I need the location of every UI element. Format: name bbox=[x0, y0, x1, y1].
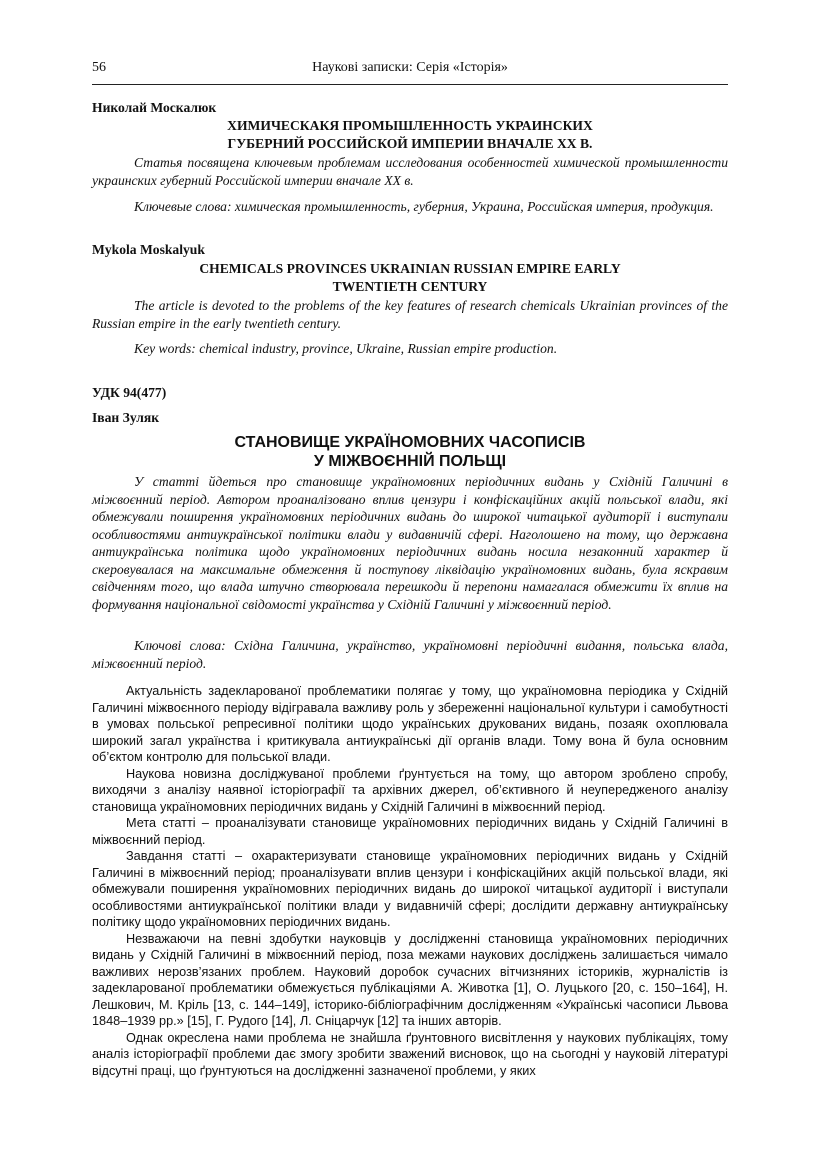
body-paragraph-conclusion: Однак окреслена нами проблема не знайшла ґрунтовного висвітлення у наукових публікаціях, тому аналіз історіографії проблеми дає змогу зробити зважений висновок, що на сьогодні у науковій літературі відсутні праці, що ґрунтуються на дослідженні зазначеної проблеми, у яких bbox=[92, 1030, 728, 1078]
ua-keywords: Ключові слова: Східна Галичина, українство, україномовні періодичні видання, польська влада, міжвоєнний період. bbox=[92, 638, 728, 671]
en-keywords: Key words: chemical industry, province, Ukraine, Russian empire production. bbox=[134, 341, 558, 356]
article-body bbox=[92, 683, 728, 1079]
ua-title-line-1: СТАНОВИЩЕ УКРАЇНОМОВНИХ ЧАСОПИСІВ bbox=[234, 434, 586, 451]
ru-author: Николай Москалюк bbox=[92, 100, 217, 115]
body-paragraph-novelty: Наукова новизна досліджуваної проблеми ґрунтується на тому, що автором зроблено спробу, виходячи з аналізу наявної історіографії та архівних джерел, об’єктивного й неупередженого аналізу становища україномовних періодичних видань у Східній Галичині в міжвоєнний період. bbox=[92, 766, 728, 814]
running-title: Наукові записки: Серія «Історія» bbox=[312, 60, 508, 75]
ua-title-line-2: У МІЖВОЄННІЙ ПОЛЬЩІ bbox=[313, 453, 507, 470]
en-author: Mykola Moskalyuk bbox=[92, 242, 205, 257]
ua-abstract: У статті йдеться про становище україномовних періодичних видань у Східній Галичині в міжвоєнний період. Автором проаналізовано вплив цензури і конфіскаційних акцій польської влади, які обмежували поширення україномовних періодичних видань до широкої читацької аудиторії і виступали особливостями антиукраїнської політики влади у видавничій сфері. Наголошено на тому, що державна антиукраїнська політика щодо україномовних періодичних видань носила незаконний характер й скеровувалася на максимальне обмеження й поступову ліквідацію україномовних видань, була яскравим свідченням того, що влада штучно створювала перешкоди й перепони намагалася обмежити їх вплив на формування національної свідомості українства у Східній Галичині у міжвоєнний період. bbox=[92, 474, 728, 612]
body-paragraph-historiography: Незважаючи на певні здобутки науковців у дослідженні становища україномовних періодичних видань у Східній Галичині в міжвоєнний період, поза межами наукових досліджень залишається чимало важливих нерозв’язаних проблем. Науковий доробок сучасних вітчизняних істориків, журналістів із задекларованої проблематики обмежується публікаціями А. Животка [1], О. Луцького [20, с. 150–164], Н. Лешкович, М. Кріль [13, с. 144–149], історико-бібліографічним дослідженням «Українські часописи Львова 1848–1939 рр.» [15], Г. Рудого [14], Л. Сніцарчук [12] та інших авторів. bbox=[92, 931, 728, 1028]
body-paragraph-tasks: Завдання статті – охарактеризувати становище україномовних періодичних видань у Східній Галичині в міжвоєнний період; проаналізувати вплив цензури і конфіскаційних акцій польської влади, які обмежували поширення україномовних періодичних видань до широкої читацької аудиторії і виступали особливостями антиукраїнської політики влади у видавничій сфері; дослідити державну антиукраїнську політику щодо україномовних періодичних видань. bbox=[92, 849, 728, 929]
page-header bbox=[92, 60, 728, 85]
en-title-line-2: TWENTIETH CENTURY bbox=[332, 279, 488, 294]
body-paragraph-aim: Мета статті – проаналізувати становище україномовних періодичних видань у Східній Галичині в міжвоєнний період. bbox=[92, 816, 728, 847]
en-title-line-1: CHEMICALS PROVINCES UKRAINIAN RUSSIAN EMPIRE EARLY bbox=[199, 261, 621, 276]
ru-keywords: Ключевые слова: химическая промышленность, губерния, Украина, Российская империя, продукция. bbox=[134, 199, 714, 214]
body-paragraph-relevance: Актуальність задекларованої проблематики полягає у тому, що україномовна періодика у Східній Галичині міжвоєнного періоду відігравала важливу роль у збереженні національної культури і самобутності в умовах польської репресивної політики щодо українських друкованих видань, позаяк охоплювала широкий загал українства і критикувала антиукраїнські дії органів влади. Тому вона й була основним об’єктом контролю для польської влади. bbox=[92, 684, 728, 764]
ru-title-line-1: ХИМИЧЕСКАКЯ ПРОМЫШЛЕННОСТЬ УКРАИНСКИХ bbox=[227, 118, 593, 133]
page-number: 56 bbox=[92, 60, 106, 75]
ru-abstract: Статья посвящена ключевым проблемам исследования особенностей химической промышленности украинских губерний Российской империи вначале XX в. bbox=[92, 155, 728, 188]
ua-author: Іван Зуляк bbox=[92, 410, 160, 425]
udk-code: УДК 94(477) bbox=[92, 385, 167, 400]
ru-title-line-2: ГУБЕРНИЙ РОССИЙСКОЙ ИМПЕРИИ ВНАЧАЛЕ XX В. bbox=[227, 136, 593, 151]
en-abstract: The article is devoted to the problems of the key features of research chemicals Ukrainian provinces of the Russian empire in the early twentieth century. bbox=[92, 298, 728, 331]
